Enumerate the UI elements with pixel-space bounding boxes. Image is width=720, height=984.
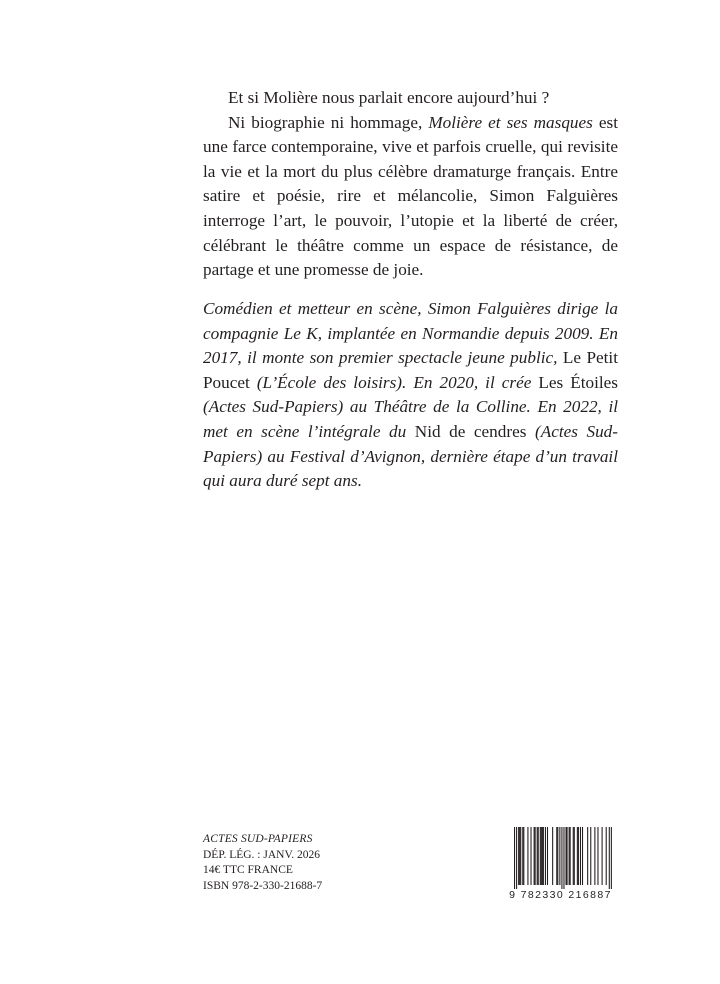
ean13-barcode-icon: [503, 827, 618, 889]
barcode-bar: [545, 827, 546, 885]
barcode-bar: [547, 827, 548, 885]
barcode-bar: [543, 827, 544, 885]
price: 14€ TTC FRANCE: [203, 864, 293, 877]
barcode-bar: [580, 827, 581, 885]
barcode-bar: [561, 827, 562, 889]
barcode-bar: [541, 827, 542, 885]
barcode-bar: [577, 827, 578, 885]
bio-text-3: (Actes Sud-Papiers) au Théâtre de la Colline. En 2022, il met en scène l’intégrale du: [203, 397, 618, 441]
barcode-bar: [522, 827, 523, 885]
barcode-bar: [518, 827, 519, 885]
barcode-bar: [597, 827, 598, 885]
bio-text-1: Comédien et metteur en scène, Simon Falguières dirige la compagnie Le K, implantée en Normandie depuis 2009. En 2017, il monte son premier spectacle jeune public,: [203, 299, 618, 368]
barcode-bar: [582, 827, 583, 885]
barcode-bar: [540, 827, 541, 885]
blurb-intro: Et si Molière nous parlait encore aujourd’hui ?: [228, 88, 550, 107]
bio-title-etoiles: Les Étoiles: [538, 372, 618, 392]
barcode-bar: [535, 827, 536, 885]
back-cover-blurb: [203, 86, 618, 283]
isbn: ISBN 978-2-330-21688-7: [203, 879, 323, 892]
blurb-text-b: est une farce contemporaine, vive et parfois cruelle, qui revisite la vie et la mort du plus célèbre dramaturge français. Entre satire et poésie, rire et mélancolie, Simon Falguières interroge l’art, le pouvoir, l’utopie et la liberté de créer, célébrant le théâtre comme un espace de résistance, de partage et une promesse de joie.: [203, 112, 618, 280]
barcode-bar: [590, 827, 591, 885]
barcode-bar: [516, 827, 517, 889]
bio-text-4: (Actes Sud-Papiers) au Festival d’Avignon, dernière étape d’un travail qui aura duré sept ans.: [203, 421, 618, 491]
barcode-bar: [567, 827, 568, 885]
barcode-bar: [538, 827, 539, 885]
barcode-bar: [574, 827, 575, 885]
barcode-bar: [537, 827, 538, 885]
barcode-bar: [573, 827, 574, 885]
barcode-bar: [566, 827, 567, 885]
barcode-bar: [587, 827, 588, 885]
blurb-paragraph: [203, 111, 618, 283]
publisher-name: ACTES SUD-PAPIERS: [203, 833, 313, 845]
barcode: [503, 827, 618, 902]
bio-title-petit-poucet: Le Petit Poucet: [203, 348, 618, 392]
author-bio: [203, 297, 618, 494]
barcode-bar: [559, 827, 560, 885]
barcode-bar: [594, 827, 595, 885]
book-title: Molière et ses masques: [428, 112, 593, 132]
barcode-bar: [578, 827, 579, 885]
barcode-bar: [542, 827, 543, 885]
barcode-bar: [570, 827, 571, 885]
barcode-bar: [557, 827, 558, 885]
barcode-bar: [530, 827, 531, 885]
blurb-text-a: Ni biographie ni hommage,: [228, 112, 429, 132]
barcode-bar: [609, 827, 610, 889]
barcode-bar: [552, 827, 553, 885]
imprint-block: [203, 832, 423, 894]
barcode-bar: [569, 827, 570, 885]
barcode-bar: [527, 827, 528, 885]
barcode-bar: [602, 827, 603, 885]
barcode-bar: [519, 827, 520, 885]
barcode-bar: [556, 827, 557, 885]
barcode-bar: [514, 827, 515, 889]
barcode-bar: [606, 827, 607, 885]
barcode-bar: [534, 827, 535, 885]
bio-text-2: (L’École des loisirs). En 2020, il crée: [249, 372, 539, 392]
barcode-bar: [611, 827, 612, 889]
bio-title-nid-de-cendres: Nid de cendres: [414, 421, 527, 441]
barcode-bar: [520, 827, 521, 885]
barcode-bar: [563, 827, 564, 889]
barcode-digits: 9 782330 216887: [509, 889, 612, 901]
legal-deposit: DÉP. LÉG. : JANV. 2026: [203, 848, 321, 861]
barcode-bar: [523, 827, 524, 885]
